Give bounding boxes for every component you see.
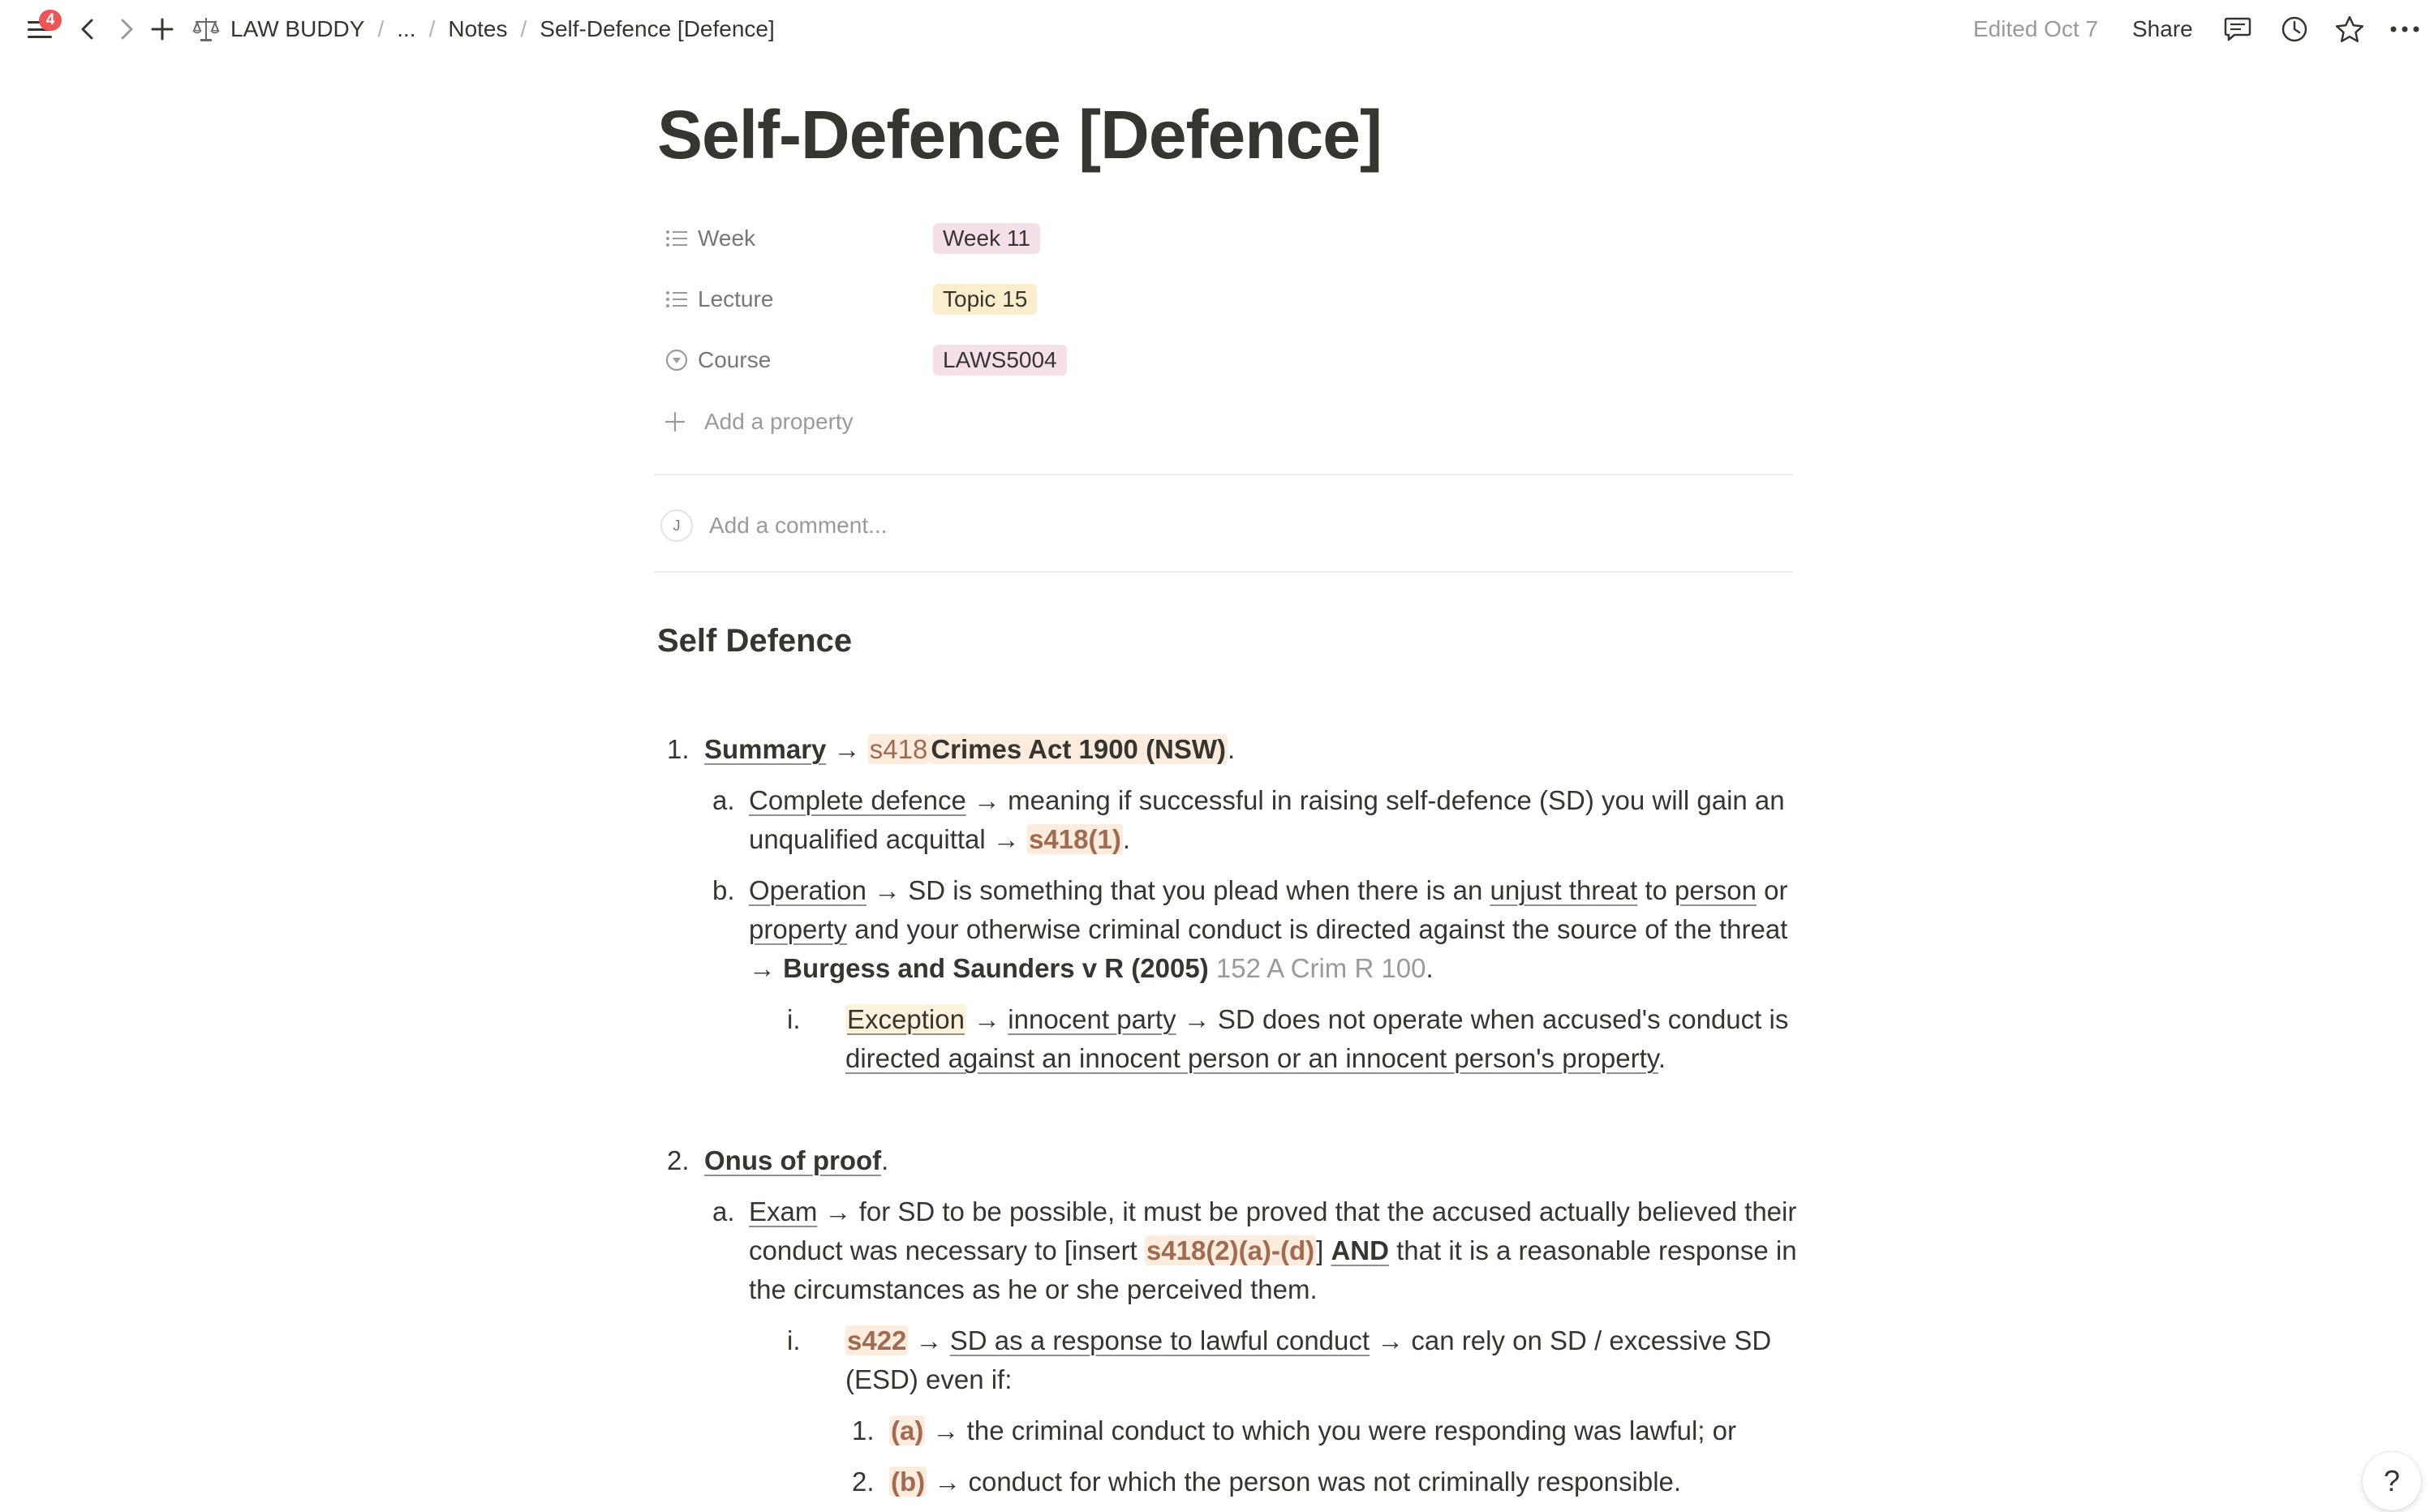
- property-label: Course: [698, 347, 772, 372]
- person-term: person: [1675, 875, 1757, 905]
- divider: [654, 474, 1793, 475]
- body-text: → conduct for which the person was not criminally responsible.: [934, 1467, 1682, 1497]
- property-week[interactable]: [657, 216, 1793, 261]
- arrow: →: [974, 1004, 1001, 1034]
- top-bar: [0, 0, 2434, 58]
- body-text: that it is a reasonable response in: [1396, 1235, 1797, 1265]
- s422-b-line[interactable]: [889, 1463, 1681, 1501]
- exam-line[interactable]: [749, 1192, 1796, 1231]
- case-citation: 152 A Crim R 100: [1215, 953, 1426, 983]
- list-letter: a.: [712, 1196, 735, 1226]
- property-tag[interactable]: LAWS5004: [933, 345, 1067, 376]
- body-text: → SD is something that you plead when there is an: [874, 875, 1483, 905]
- and-emphasis: AND: [1331, 1235, 1389, 1265]
- body-text: → the criminal conduct to which you were responding was lawful; or: [932, 1415, 1736, 1445]
- property-term: property: [749, 914, 848, 944]
- add-property-label: Add a property: [704, 409, 854, 434]
- body-text: to: [1645, 875, 1667, 905]
- list-roman: i.: [787, 1004, 801, 1034]
- onus-label: Onus of proof: [704, 1145, 882, 1175]
- list-letter: b.: [712, 875, 735, 905]
- section-highlight: s422: [847, 1325, 907, 1355]
- divider: [654, 571, 1793, 573]
- punctuation: .: [1228, 734, 1236, 764]
- list-number: 1.: [667, 734, 690, 764]
- body-text: (ESD) even if:: [845, 1364, 1013, 1394]
- property-label: Lecture: [698, 286, 774, 311]
- property-label: Week: [698, 226, 756, 251]
- exam-line-3[interactable]: [749, 1270, 1318, 1309]
- list-roman: i.: [787, 1325, 801, 1355]
- list-icon: [662, 224, 691, 253]
- list-letter: a.: [712, 785, 735, 815]
- comments-icon[interactable]: [2220, 11, 2256, 47]
- page-title[interactable]: Self-Defence [Defence]: [657, 97, 1382, 173]
- list-number: 2.: [667, 1145, 690, 1175]
- more-options-icon[interactable]: [2385, 11, 2424, 47]
- breadcrumb-separator: /: [377, 16, 385, 41]
- operation-label: Operation: [749, 875, 867, 905]
- arrow: →: [833, 734, 861, 764]
- edited-timestamp: Edited Oct 7: [1973, 16, 2099, 41]
- history-icon[interactable]: [2277, 11, 2312, 47]
- breadcrumb-separator: /: [428, 16, 436, 41]
- s422-a-line[interactable]: [889, 1411, 1736, 1450]
- complete-defence-label: Complete defence: [749, 785, 966, 815]
- list-icon: [662, 285, 691, 314]
- body-text: → SD does not operate when accused's conduct is: [1183, 1004, 1789, 1034]
- share-button[interactable]: Share: [2132, 16, 2193, 41]
- exam-line-2[interactable]: [749, 1231, 1797, 1270]
- paragraph-highlight: (a): [891, 1415, 924, 1445]
- innocent-party: innocent party: [1008, 1004, 1176, 1034]
- body-text: and your otherwise criminal conduct is directed against the source of the threat: [854, 914, 1788, 944]
- summary-line[interactable]: [704, 730, 1235, 769]
- operation-line[interactable]: [749, 871, 1787, 910]
- section-highlight: s418(1): [1029, 824, 1121, 854]
- exam-label: Exam: [749, 1196, 818, 1226]
- punctuation: ]: [1316, 1235, 1324, 1265]
- avatar: J: [660, 509, 693, 542]
- lawful-conduct-label: SD as a response to lawful conduct: [949, 1325, 1370, 1355]
- forward-icon[interactable]: [110, 13, 143, 45]
- paragraph-highlight: (b): [891, 1467, 926, 1497]
- property-tag[interactable]: Topic 15: [933, 284, 1037, 315]
- section-highlight: s418(2)(a)-(d): [1146, 1235, 1315, 1265]
- onus-line[interactable]: [704, 1141, 888, 1180]
- unjust-threat: unjust threat: [1490, 875, 1638, 905]
- scales-icon: [191, 15, 221, 43]
- section-heading[interactable]: Self Defence: [657, 623, 853, 659]
- breadcrumb-notes[interactable]: Notes: [448, 16, 508, 41]
- arrow: →: [915, 1325, 943, 1355]
- list-number: 1.: [852, 1415, 875, 1445]
- property-course[interactable]: [657, 337, 1793, 383]
- exception-line-2[interactable]: [845, 1039, 1666, 1078]
- select-icon: [662, 346, 691, 375]
- summary-label: Summary: [704, 734, 827, 764]
- operation-line-3[interactable]: [749, 949, 1434, 988]
- exception-label: Exception: [847, 1004, 965, 1034]
- body-text: conduct was necessary to [insert: [749, 1235, 1137, 1265]
- s422-line-2[interactable]: [845, 1360, 1012, 1399]
- complete-defence-line-2[interactable]: [749, 820, 1130, 859]
- add-property-button[interactable]: [657, 399, 854, 445]
- body-text: → meaning if successful in raising self-defence (SD) you will gain an: [974, 785, 1785, 815]
- breadcrumb: [191, 11, 780, 47]
- new-page-icon[interactable]: [146, 13, 178, 45]
- body-text: unqualified acquittal →: [749, 824, 1020, 854]
- exception-line[interactable]: [845, 1000, 1788, 1039]
- back-icon[interactable]: [71, 13, 104, 45]
- body-text: or: [1764, 875, 1788, 905]
- property-tag[interactable]: Week 11: [933, 223, 1040, 254]
- case-name: Burgess and Saunders v R (2005): [783, 953, 1209, 983]
- exception-detail: directed against an innocent person or an innocent person's property: [845, 1043, 1658, 1073]
- operation-line-2[interactable]: [749, 910, 1787, 949]
- favorite-star-icon[interactable]: [2332, 11, 2367, 47]
- section-highlight: s418: [869, 734, 928, 764]
- breadcrumb-current-page[interactable]: Self-Defence [Defence]: [540, 16, 775, 41]
- punctuation: .: [1122, 824, 1130, 854]
- comment-placeholder: Add a comment...: [709, 513, 888, 538]
- list-number: 2.: [852, 1467, 875, 1497]
- punctuation: .: [1426, 953, 1434, 983]
- breadcrumb-separator: /: [520, 16, 527, 41]
- breadcrumb-workspace[interactable]: LAW BUDDY: [230, 16, 365, 41]
- property-lecture[interactable]: [657, 277, 1793, 322]
- notification-badge: 4: [39, 10, 62, 31]
- comment-input[interactable]: [657, 503, 887, 548]
- plus-icon: [664, 410, 693, 433]
- body-text: → can rely on SD / excessive SD: [1377, 1325, 1772, 1355]
- act-name: Crimes Act 1900 (NSW): [931, 734, 1227, 764]
- punctuation: .: [881, 1145, 889, 1175]
- punctuation: .: [1658, 1043, 1666, 1073]
- arrow: →: [749, 953, 776, 983]
- help-button[interactable]: ?: [2363, 1452, 2421, 1510]
- breadcrumb-ellipsis[interactable]: ...: [397, 16, 416, 41]
- body-text: the circumstances as he or she perceived them.: [749, 1274, 1318, 1304]
- s422-line[interactable]: [845, 1321, 1771, 1360]
- body-text: → for SD to be possible, it must be proved that the accused actually believed their: [824, 1196, 1797, 1226]
- complete-defence-line[interactable]: [749, 781, 1785, 820]
